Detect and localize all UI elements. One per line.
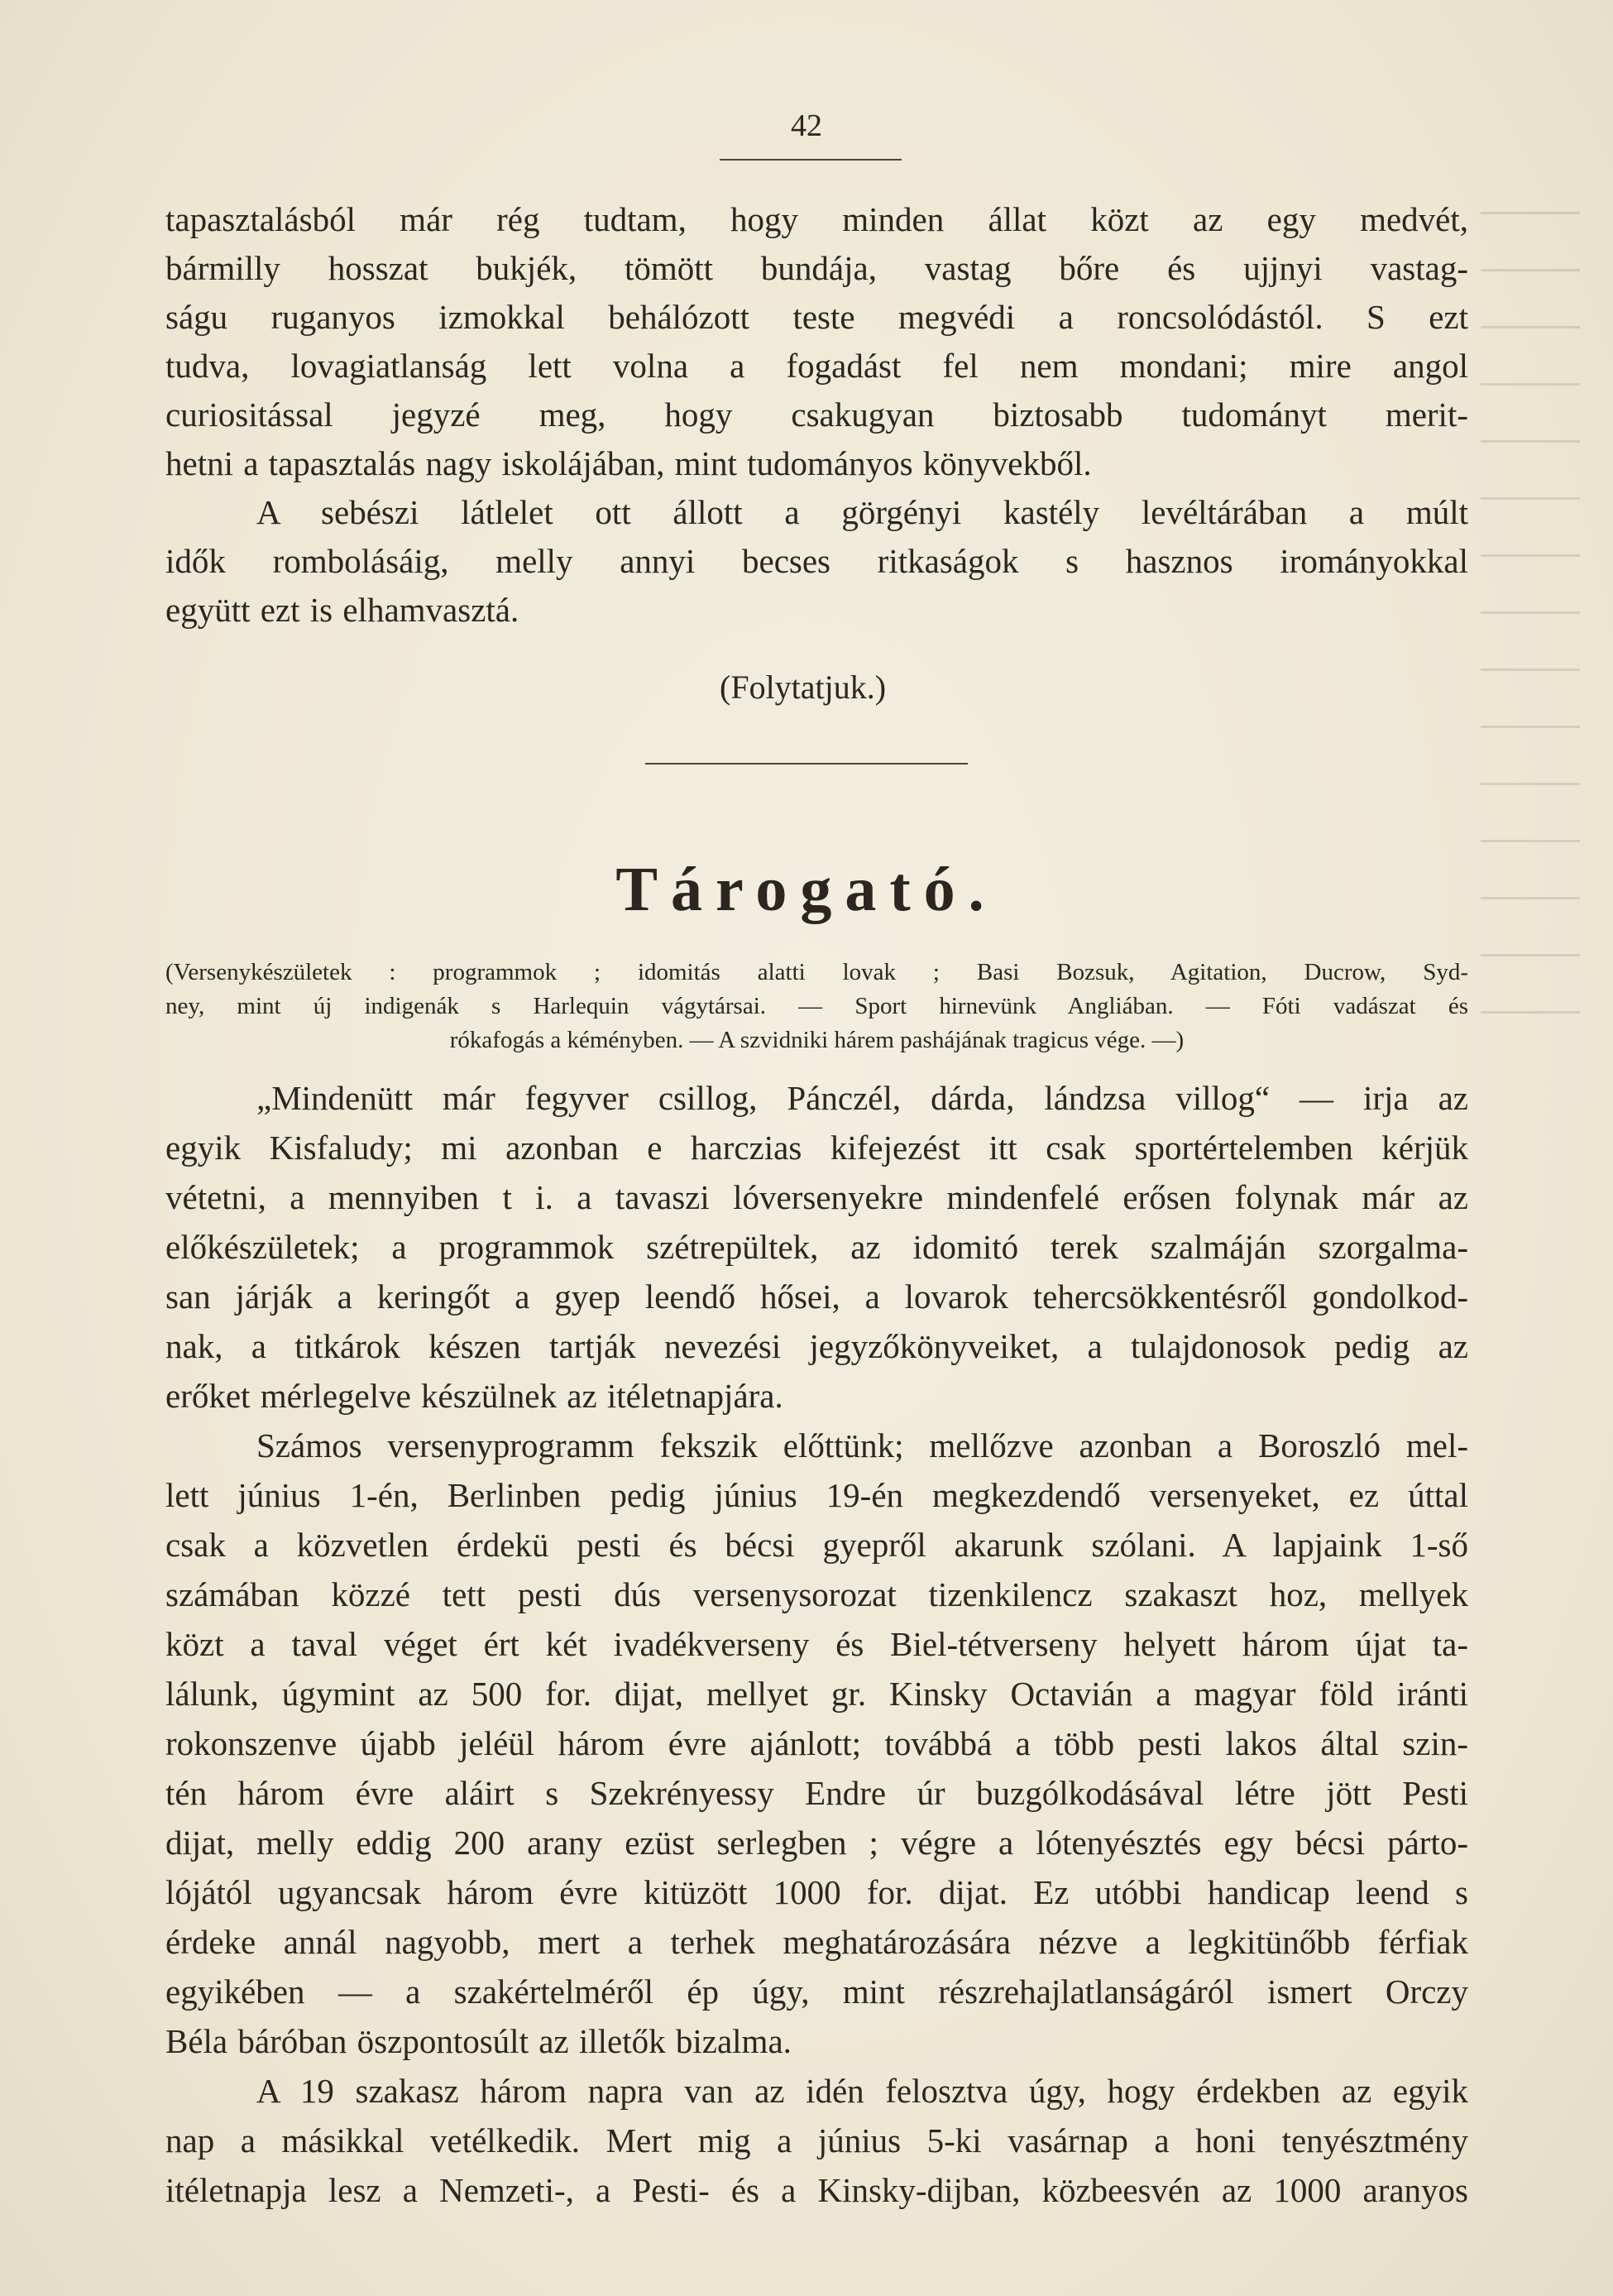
- text-line: Béla báróban öszpontosúlt az illetők bizalma.: [165, 2022, 792, 2060]
- text-line: tudva, lovagiatlanság lett volna a fogadást fel nem mondani; mire angol: [165, 347, 1468, 385]
- section-divider: [645, 763, 968, 765]
- text-line: dijat, melly eddig 200 arany ezüst serlegben ; végre a lótenyésztés egy bécsi párto-: [165, 1824, 1468, 1862]
- summary-line: (Versenykészületek : programmok ; idomitás alatti lovak ; Basi Bozsuk, Agitation, Ducrow, Syd-: [165, 959, 1468, 985]
- intro-paragraphs: [165, 195, 1468, 635]
- text-line: tapasztalásból már rég tudtam, hogy minden állat közt az egy medvét,: [165, 200, 1468, 238]
- text-line: nap a másikkal vetélkedik. Mert mig a június 5-ki vasárnap a honi tenyésztmény: [165, 2121, 1468, 2159]
- summary-line: rókafogás a kéményben. — A szvidniki hárem pashájának tragicus vége. —): [449, 1027, 1185, 1053]
- text-line: itéletnapja lesz a Nemzeti-, a Pesti- és a Kinsky-dijban, közbeesvén az 1000 aranyos: [165, 2171, 1468, 2209]
- text-line: csak a közvetlen érdekü pesti és bécsi gyepről akarunk szólani. A lapjaink 1-ső: [165, 1526, 1468, 1564]
- text-line: lett június 1-én, Berlinben pedig június 19-én megkezdendő versenyeket, ez úttal: [165, 1476, 1468, 1514]
- text-line: erőket mérlegelve készülnek az itéletnapjára.: [165, 1377, 783, 1415]
- text-line: ságu ruganyos izmokkal behálózott teste megvédi a roncsolódástól. S ezt: [165, 298, 1468, 336]
- text-line: hetni a tapasztalás nagy iskolájában, mint tudományos könyvekből.: [165, 444, 1092, 482]
- text-line: A sebészi látlelet ott állott a görgényi kastély levéltárában a múlt: [256, 493, 1468, 531]
- chapter-summary: [165, 956, 1468, 1057]
- text-line: tén három évre aláirt s Szekrényessy Endre úr buzgólkodásával létre jött Pesti: [165, 1774, 1468, 1812]
- body-paragraphs: [165, 1073, 1468, 2215]
- text-line: egyikében — a szakértelméről ép úgy, mint részrehajlatlanságáról ismert Orczy: [165, 1972, 1468, 2011]
- summary-line: ney, mint új indigenák s Harlequin vágytársai. — Sport hirnevünk Angliában. — Fóti vadászat és: [165, 993, 1468, 1019]
- page-number: 42: [791, 108, 822, 143]
- section-title: Tárogató.: [615, 855, 998, 924]
- text-line: előkészületek; a programmok szétrepültek, az idomitó terek szalmáján szorgalma-: [165, 1228, 1468, 1266]
- text-line: rokonszenve újabb jeléül három évre ajánlott; továbbá a több pesti lakos által szin-: [165, 1724, 1468, 1762]
- text-line: bármilly hosszat bukjék, tömött bundája, vastag bőre és ujjnyi vastag-: [165, 249, 1468, 287]
- text-line: san járják a keringőt a gyep leendő hősei, a lovarok tehercsökkentésről gondolkod-: [165, 1277, 1468, 1316]
- text-line: számában közzé tett pesti dús versenysorozat tizenkilencz szakaszt hoz, mellyek: [165, 1575, 1468, 1613]
- text-line: nak, a titkárok készen tartják nevezési jegyzőkönyveiket, a tulajdonosok pedig az: [165, 1327, 1468, 1365]
- text-line: érdeke annál nagyobb, mert a terhek meghatározására nézve a legkitünőbb férfiak: [165, 1923, 1468, 1961]
- text-line: lójától ugyancsak három évre kitüzött 1000 for. dijat. Ez utóbbi handicap leend s: [165, 1873, 1468, 1911]
- text-line: egyik Kisfaludy; mi azonban e harczias kifejezést itt csak sportértelemben kérjük: [165, 1129, 1468, 1167]
- text-line: együtt ezt is elhamvasztá.: [165, 591, 519, 629]
- text-line: curiositással jegyzé meg, hogy csakugyan biztosabb tudományt merit-: [165, 395, 1468, 434]
- text-line: „Mindenütt már fegyver csillog, Pánczél, dárda, lándzsa villog“ — irja az: [256, 1079, 1468, 1117]
- text-line: A 19 szakasz három napra van az idén felosztva úgy, hogy érdekben az egyik: [256, 2072, 1468, 2110]
- text-line: lálunk, úgymint az 500 for. dijat, mellyet gr. Kinsky Octavián a magyar föld iránti: [165, 1675, 1468, 1713]
- text-line: idők rombolásáig, melly annyi becses ritkaságok s hasznos irományokkal: [165, 542, 1468, 580]
- header-rule: [720, 159, 902, 161]
- continued-note: (Folytatjuk.): [720, 669, 887, 706]
- text-line: vétetni, a mennyiben t i. a tavaszi lóversenyekre mindenfelé erősen folynak már az: [165, 1178, 1468, 1216]
- show-through-text: [1481, 190, 1605, 1100]
- text-line: közt a taval véget ért két ivadékverseny és Biel-tétverseny helyett három újat ta-: [165, 1625, 1468, 1663]
- text-line: Számos versenyprogramm fekszik előttünk; mellőzve azonban a Boroszló mel-: [256, 1426, 1468, 1464]
